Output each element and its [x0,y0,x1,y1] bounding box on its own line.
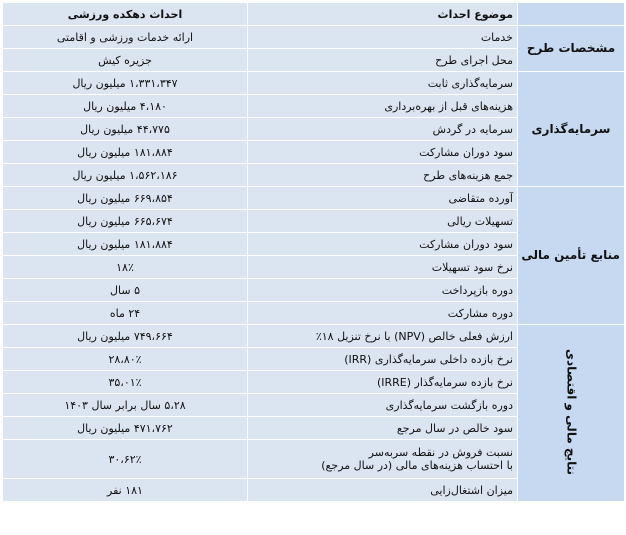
row-label: دوره بازگشت سرمایه‌گذاری [248,394,518,417]
section-title-investment: سرمایه‌گذاری [518,72,625,187]
row-value: ۱۸۱،۸۸۴ میلیون ریال [3,233,248,256]
row-label: سرمایه در گردش [248,118,518,141]
row-label: دوره بازپرداخت [248,279,518,302]
row-value: ۱۸۱،۸۸۴ میلیون ریال [3,141,248,164]
row-value: ۵ سال [3,279,248,302]
row-value: ۱،۳۳۱،۳۴۷ میلیون ریال [3,72,248,95]
row-value: ۱۸٪ [3,256,248,279]
header-value: احداث دهکده ورزشی [3,3,248,26]
row-value: ۶۶۹،۸۵۴ میلیون ریال [3,187,248,210]
row-value: ۳۵،۰۱٪ [3,371,248,394]
row-label-multiline [248,440,518,479]
row-value: جزیره کیش [3,49,248,72]
section-title-specs: مشخصات طرح [518,26,625,72]
row-label: سرمایه‌گذاری ثابت [248,72,518,95]
project-summary-table [2,2,625,502]
row-label: تسهیلات ریالی [248,210,518,233]
row-value: ۲۴ ماه [3,302,248,325]
row-value: ۴۴،۷۷۵ میلیون ریال [3,118,248,141]
table-row [3,187,625,210]
row-value: ۱،۵۶۲،۱۸۶ میلیون ریال [3,164,248,187]
row-value: ۳۰،۶۲٪ [3,440,248,479]
section-title-results-text: نتایج مالی و اقتصادی [564,348,579,475]
row-label: سود دوران مشارکت [248,233,518,256]
row-value: ۷۴۹،۶۶۴ میلیون ریال [3,325,248,348]
row-label: محل اجرای طرح [248,49,518,72]
header-label: موضوع احداث [248,3,518,26]
row-value: ۴،۱۸۰ میلیون ریال [3,95,248,118]
row-value: ۴۷۱،۷۶۲ میلیون ریال [3,417,248,440]
row-label: دوره مشارکت [248,302,518,325]
section-title-results [518,325,625,502]
row-label: جمع هزینه‌های طرح [248,164,518,187]
table-row [3,72,625,95]
row-label-line1: نسبت فروش در نقطه سربه‌سر [368,446,513,459]
table-row [3,325,625,348]
row-value: ۱۸۱ نفر [3,479,248,502]
row-label: خدمات [248,26,518,49]
row-label: ارزش فعلی خالص (NPV) با نرخ تنزیل ۱۸٪ [248,325,518,348]
table-row [3,26,625,49]
row-label: هزینه‌های قبل از بهره‌برداری [248,95,518,118]
row-label: نرخ بازده داخلی سرمایه‌گذاری (IRR) [248,348,518,371]
row-value: ۶۶۵،۶۷۴ میلیون ریال [3,210,248,233]
row-value: ارائه خدمات ورزشی و اقامتی [3,26,248,49]
row-label: نرخ سود تسهیلات [248,256,518,279]
row-label-line2: با احتساب هزینه‌های مالی (در سال مرجع) [321,459,513,472]
row-label: نرخ بازده سرمایه‌گذار (IRRE) [248,371,518,394]
row-label: سود خالص در سال مرجع [248,417,518,440]
header-row [3,3,625,26]
row-label: میزان اشتغال‌زایی [248,479,518,502]
row-value: ۲۸،۸۰٪ [3,348,248,371]
row-label: آورده متقاضی [248,187,518,210]
section-title-financing: منابع تأمین مالی [518,187,625,325]
row-value: ۵،۲۸ سال برابر سال ۱۴۰۳ [3,394,248,417]
header-corner [518,3,625,26]
row-label: سود دوران مشارکت [248,141,518,164]
